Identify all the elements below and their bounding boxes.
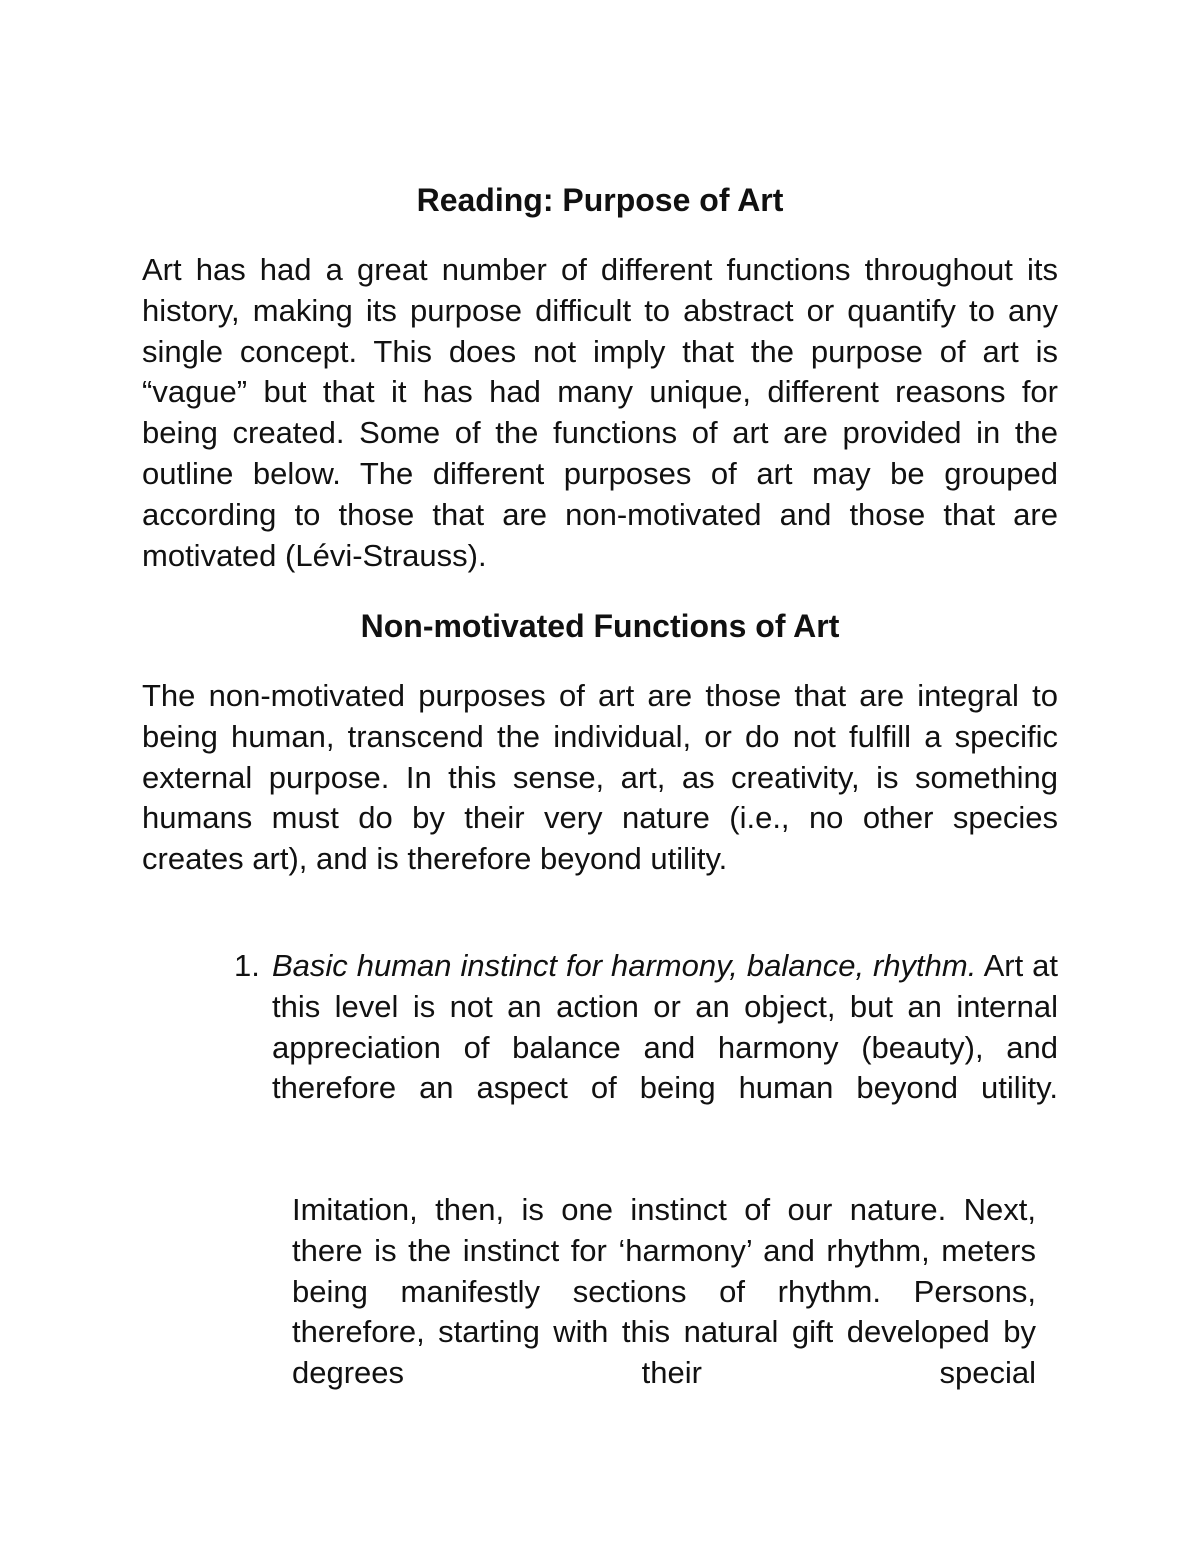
list-item-text: Art at this level is not an action or an object, but an internal appreciation of balance and harmony (beauty), and therefore an aspect of being human beyond utility. bbox=[272, 948, 1058, 1106]
list-item bbox=[142, 946, 1058, 1109]
list-item-title: Basic human instinct for harmony, balance, rhythm. bbox=[272, 948, 977, 983]
functions-list bbox=[142, 946, 1058, 1109]
section-paragraph: The non-motivated purposes of art are those that are integral to being human, transcend the individual, or do not fulfill a specific external purpose. In this sense, art, as creativity, is something humans must do by their very nature (i.e., no other species creates art), and is therefore beyond utility. bbox=[142, 678, 1058, 877]
block-quote: Imitation, then, is one instinct of our nature. Next, there is the instinct for ‘harmony’ and rhythm, meters being manifestly sections of rhythm. Persons, therefore, starting with this natural gift developed by degrees their special bbox=[292, 1192, 1036, 1391]
section-heading: Non-motivated Functions of Art bbox=[360, 608, 840, 644]
page-title: Reading: Purpose of Art bbox=[416, 182, 784, 218]
intro-paragraph: Art has had a great number of different functions throughout its history, making its purpose difficult to abstract or quantify to any single concept. This does not imply that the purpose of art is “vague” but that it has had many unique, different reasons for being created. Some of the functions of art are provided in the outline below. The different purposes of art may be grouped according to those that are non-motivated and those that are motivated (Lévi-Strauss). bbox=[142, 252, 1058, 573]
list-item-number: 1. bbox=[234, 948, 260, 983]
